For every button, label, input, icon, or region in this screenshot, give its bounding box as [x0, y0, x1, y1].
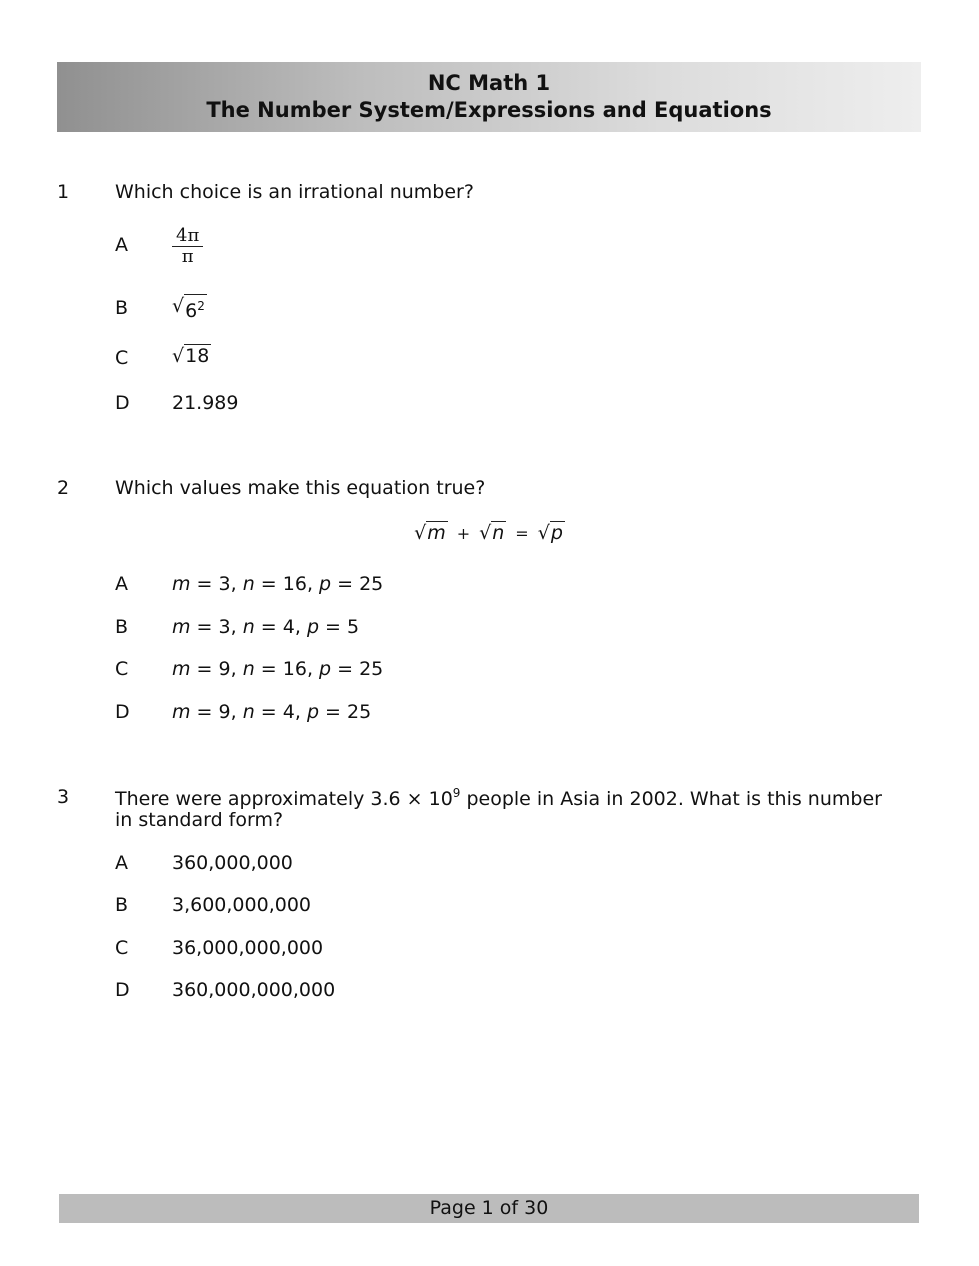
m-value: 3 — [218, 573, 231, 595]
radical-sign-icon: √ — [414, 522, 427, 544]
square-root — [479, 521, 506, 545]
q1-choice-d-value: 21.989 — [172, 392, 239, 414]
exponent: 9 — [452, 786, 461, 800]
q1-choice-b-letter: B — [115, 297, 129, 319]
plus-operator: + — [456, 524, 471, 543]
question-2-number: 2 — [57, 477, 70, 499]
n-value: 4 — [282, 701, 295, 723]
question-3-text: There were approximately $3.6 \times 10^9$ people in Asia in 2002. What is this number — [115, 786, 882, 810]
page-footer — [59, 1194, 919, 1223]
q3-choice-a-value: 360,000,000 — [172, 852, 293, 874]
variable-m: m — [427, 522, 446, 544]
q1-choice-d-letter: D — [115, 392, 130, 414]
exponent: 2 — [197, 299, 205, 313]
square-root — [538, 521, 565, 545]
q1-choice-b-value — [172, 294, 207, 322]
course-title: NC Math 1 — [427, 71, 551, 95]
q3-choice-a-letter: A — [115, 852, 128, 874]
square-root — [172, 294, 207, 322]
page-header — [57, 62, 921, 132]
question-2-text: Which values make this equation true? — [115, 477, 486, 499]
q2-choice-a-value: m = 3, n = 16, p = 25 — [172, 573, 384, 595]
question-2-equation — [0, 521, 979, 545]
square-root — [172, 344, 211, 368]
radicand: 6 — [185, 300, 198, 322]
radical-sign-icon: √ — [172, 295, 185, 317]
fraction-denominator: π — [181, 246, 194, 267]
n-value: 4 — [282, 616, 295, 638]
question-3-text-line2: in standard form? — [115, 809, 284, 831]
p-value: 25 — [359, 658, 384, 680]
p-value: 25 — [359, 573, 384, 595]
q3-choice-c-value: 36,000,000,000 — [172, 937, 324, 959]
variable-n: n — [492, 522, 505, 544]
question-1-number: 1 — [57, 181, 70, 203]
n-value: 16 — [282, 658, 307, 680]
variable-p: p — [550, 522, 563, 544]
q2-choice-c-letter: C — [115, 658, 129, 680]
q3-choice-b-letter: B — [115, 894, 129, 916]
q3-choice-d-letter: D — [115, 979, 130, 1001]
q2-choice-b-letter: B — [115, 616, 129, 638]
page-number: Page 1 of 30 — [429, 1197, 549, 1219]
unit-title: The Number System/Expressions and Equations — [206, 98, 772, 122]
m-value: 9 — [218, 658, 231, 680]
m-value: 9 — [218, 701, 231, 723]
q1-choice-c-value — [172, 344, 211, 368]
m-value: 3 — [218, 616, 231, 638]
radicand: 18 — [185, 345, 210, 367]
q2-choice-c-value: m = 9, n = 16, p = 25 — [172, 658, 384, 680]
square-root — [414, 521, 448, 545]
question-3-number: 3 — [57, 786, 70, 808]
q3-choice-d-value: 360,000,000,000 — [172, 979, 336, 1001]
question-1-text: Which choice is an irrational number? — [115, 181, 474, 203]
q2-choice-a-letter: A — [115, 573, 128, 595]
q3-choice-c-letter: C — [115, 937, 129, 959]
radical-sign-icon: √ — [537, 522, 550, 544]
p-value: 5 — [347, 616, 360, 638]
radical-sign-icon: √ — [172, 345, 185, 367]
radical-sign-icon: √ — [479, 522, 492, 544]
q3-choice-b-value: 3,600,000,000 — [172, 894, 312, 916]
q2-choice-d-letter: D — [115, 701, 130, 723]
q2-choice-d-value: m = 9, n = 4, p = 25 — [172, 701, 372, 723]
q1-choice-a-fraction — [172, 226, 203, 267]
q2-choice-b-value: m = 3, n = 4, p = 5 — [172, 616, 360, 638]
n-value: 16 — [282, 573, 307, 595]
equals-operator: = — [515, 524, 529, 543]
q1-choice-c-letter: C — [115, 347, 129, 369]
p-value: 25 — [347, 701, 372, 723]
q1-choice-a-letter: A — [115, 234, 128, 256]
fraction-numerator: 4π — [172, 226, 203, 247]
